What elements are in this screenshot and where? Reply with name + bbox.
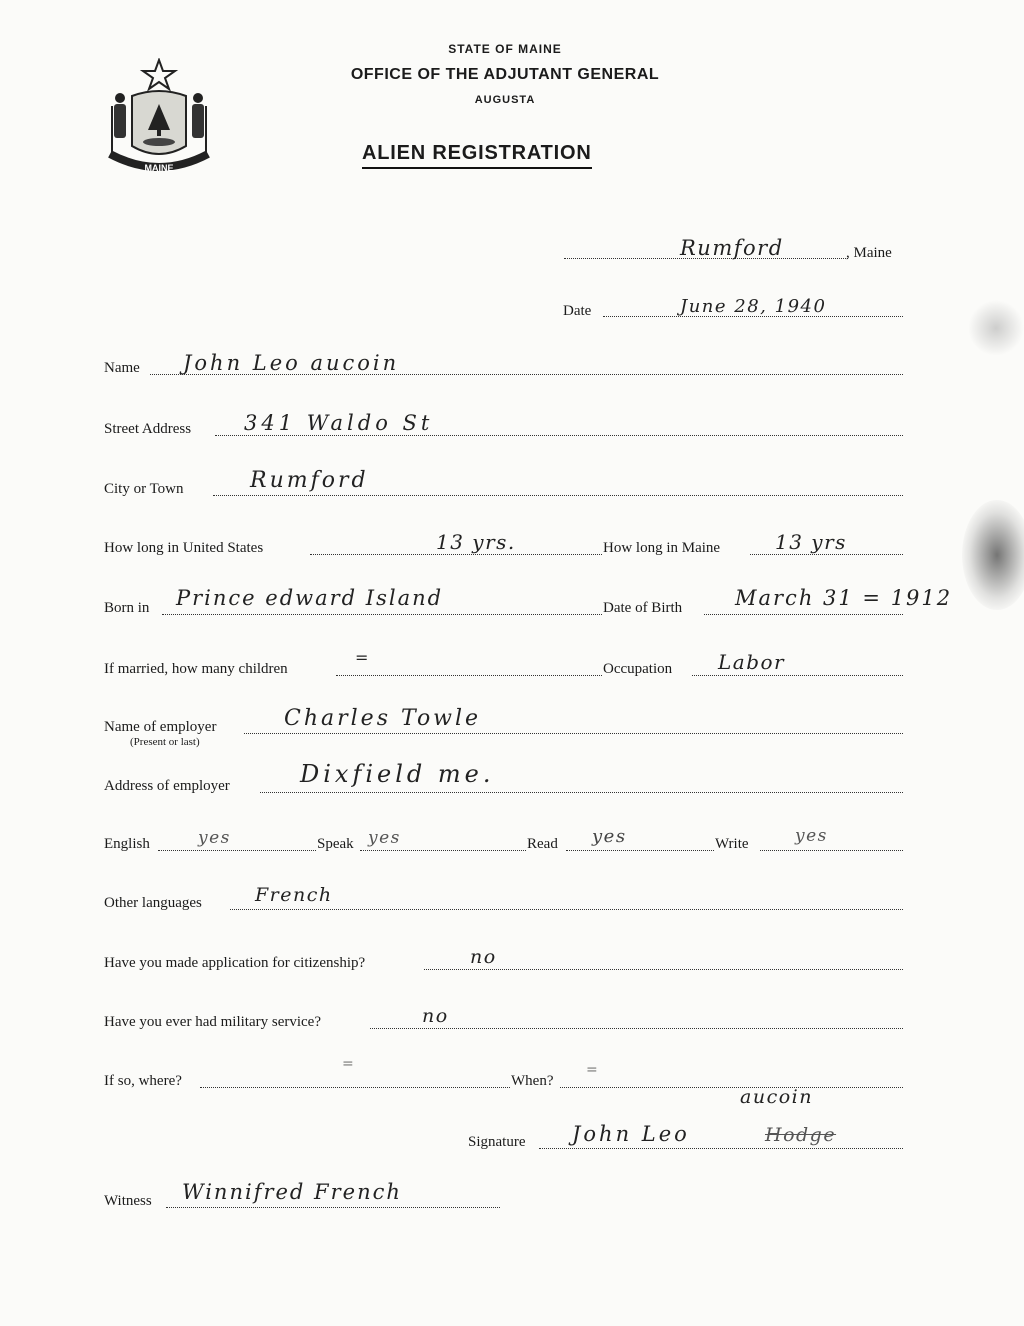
dob-label: Date of Birth: [603, 600, 683, 616]
citizenship-label: Have you made application for citizenship?: [104, 955, 366, 971]
name-label: Name: [104, 360, 140, 376]
speak-line: [360, 850, 526, 851]
speak-value: yes: [368, 828, 401, 848]
english-value: yes: [198, 828, 231, 848]
military-label: Have you ever had military service?: [104, 1014, 321, 1030]
state-seal: [104, 58, 214, 178]
married-label: If married, how many children: [104, 661, 288, 677]
how-long-us-line: [310, 554, 602, 555]
signature-struck-value: Hodge: [765, 1124, 837, 1146]
occupation-label: Occupation: [603, 661, 673, 677]
name-value: John Leo aucoin: [183, 351, 400, 375]
when-label: When?: [511, 1073, 554, 1089]
born-in-value: Prince edward Island: [176, 586, 444, 610]
citizenship-line: [424, 969, 903, 970]
street-label: Street Address: [104, 421, 192, 437]
write-value: yes: [795, 826, 828, 846]
date-value: June 28, 1940: [680, 296, 827, 317]
employer-address-label: Address of employer: [104, 778, 230, 794]
military-value: no: [422, 1005, 449, 1027]
street-line: [215, 435, 903, 436]
read-line: [566, 850, 714, 851]
when-value: =: [586, 1062, 600, 1078]
city-line: [213, 495, 903, 496]
other-languages-value: French: [255, 884, 333, 906]
signature-surname-above: aucoin: [740, 1086, 813, 1108]
where-value: =: [342, 1056, 356, 1072]
office-heading: OFFICE OF THE ADJUTANT GENERAL: [350, 66, 660, 83]
english-label: English: [104, 836, 150, 852]
employer-value: Charles Towle: [284, 706, 482, 731]
maine-label: , Maine: [846, 245, 892, 261]
other-languages-line: [230, 909, 903, 910]
where-label: If so, where?: [104, 1073, 182, 1089]
dob-value: March 31 = 1912: [735, 586, 953, 610]
other-languages-label: Other languages: [104, 895, 202, 911]
svg-text:MAINE: MAINE: [144, 163, 174, 173]
employer-line: [244, 733, 903, 734]
read-label: Read: [527, 836, 558, 852]
state-heading: STATE OF MAINE: [448, 42, 562, 56]
witness-label: Witness: [104, 1193, 152, 1209]
english-line: [158, 850, 316, 851]
write-label: Write: [715, 836, 749, 852]
signature-value: John Leo: [572, 1122, 690, 1146]
how-long-us-label: How long in United States: [104, 540, 264, 556]
street-value: 341 Waldo St: [244, 411, 434, 435]
town-value: Rumford: [680, 236, 784, 260]
how-long-maine-value: 13 yrs: [775, 530, 847, 554]
write-line: [760, 850, 903, 851]
dob-line: [704, 614, 903, 615]
speak-label: Speak: [317, 836, 354, 852]
occupation-value: Labor: [718, 650, 786, 674]
form-title: ALIEN REGISTRATION: [362, 142, 592, 169]
where-line: [200, 1087, 510, 1088]
how-long-maine-line: [750, 554, 903, 555]
date-label: Date: [563, 303, 592, 319]
employer-address-line: [260, 792, 903, 793]
signature-label: Signature: [468, 1134, 526, 1150]
married-line: [336, 675, 602, 676]
fingerprint-smudge: [962, 500, 1024, 610]
city-label: City or Town: [104, 481, 184, 497]
born-in-line: [162, 614, 602, 615]
occupation-line: [692, 675, 903, 676]
citizenship-value: no: [470, 946, 497, 968]
when-line: [560, 1087, 903, 1088]
military-line: [370, 1028, 903, 1029]
witness-value: Winnifred French: [182, 1180, 402, 1204]
employer-sublabel: (Present or last): [130, 736, 200, 748]
employer-address-value: Dixfield me.: [300, 760, 495, 788]
employer-label: Name of employer: [104, 719, 217, 735]
born-in-label: Born in: [104, 600, 150, 616]
witness-line: [166, 1207, 500, 1208]
signature-line: [539, 1148, 903, 1149]
how-long-maine-label: How long in Maine: [603, 540, 721, 556]
city-heading: AUGUSTA: [474, 94, 536, 106]
children-value: =: [355, 648, 370, 667]
how-long-us-value: 13 yrs.: [436, 530, 516, 554]
city-value: Rumford: [250, 468, 369, 493]
read-value: yes: [592, 826, 627, 847]
paper-smudge: [968, 300, 1024, 356]
